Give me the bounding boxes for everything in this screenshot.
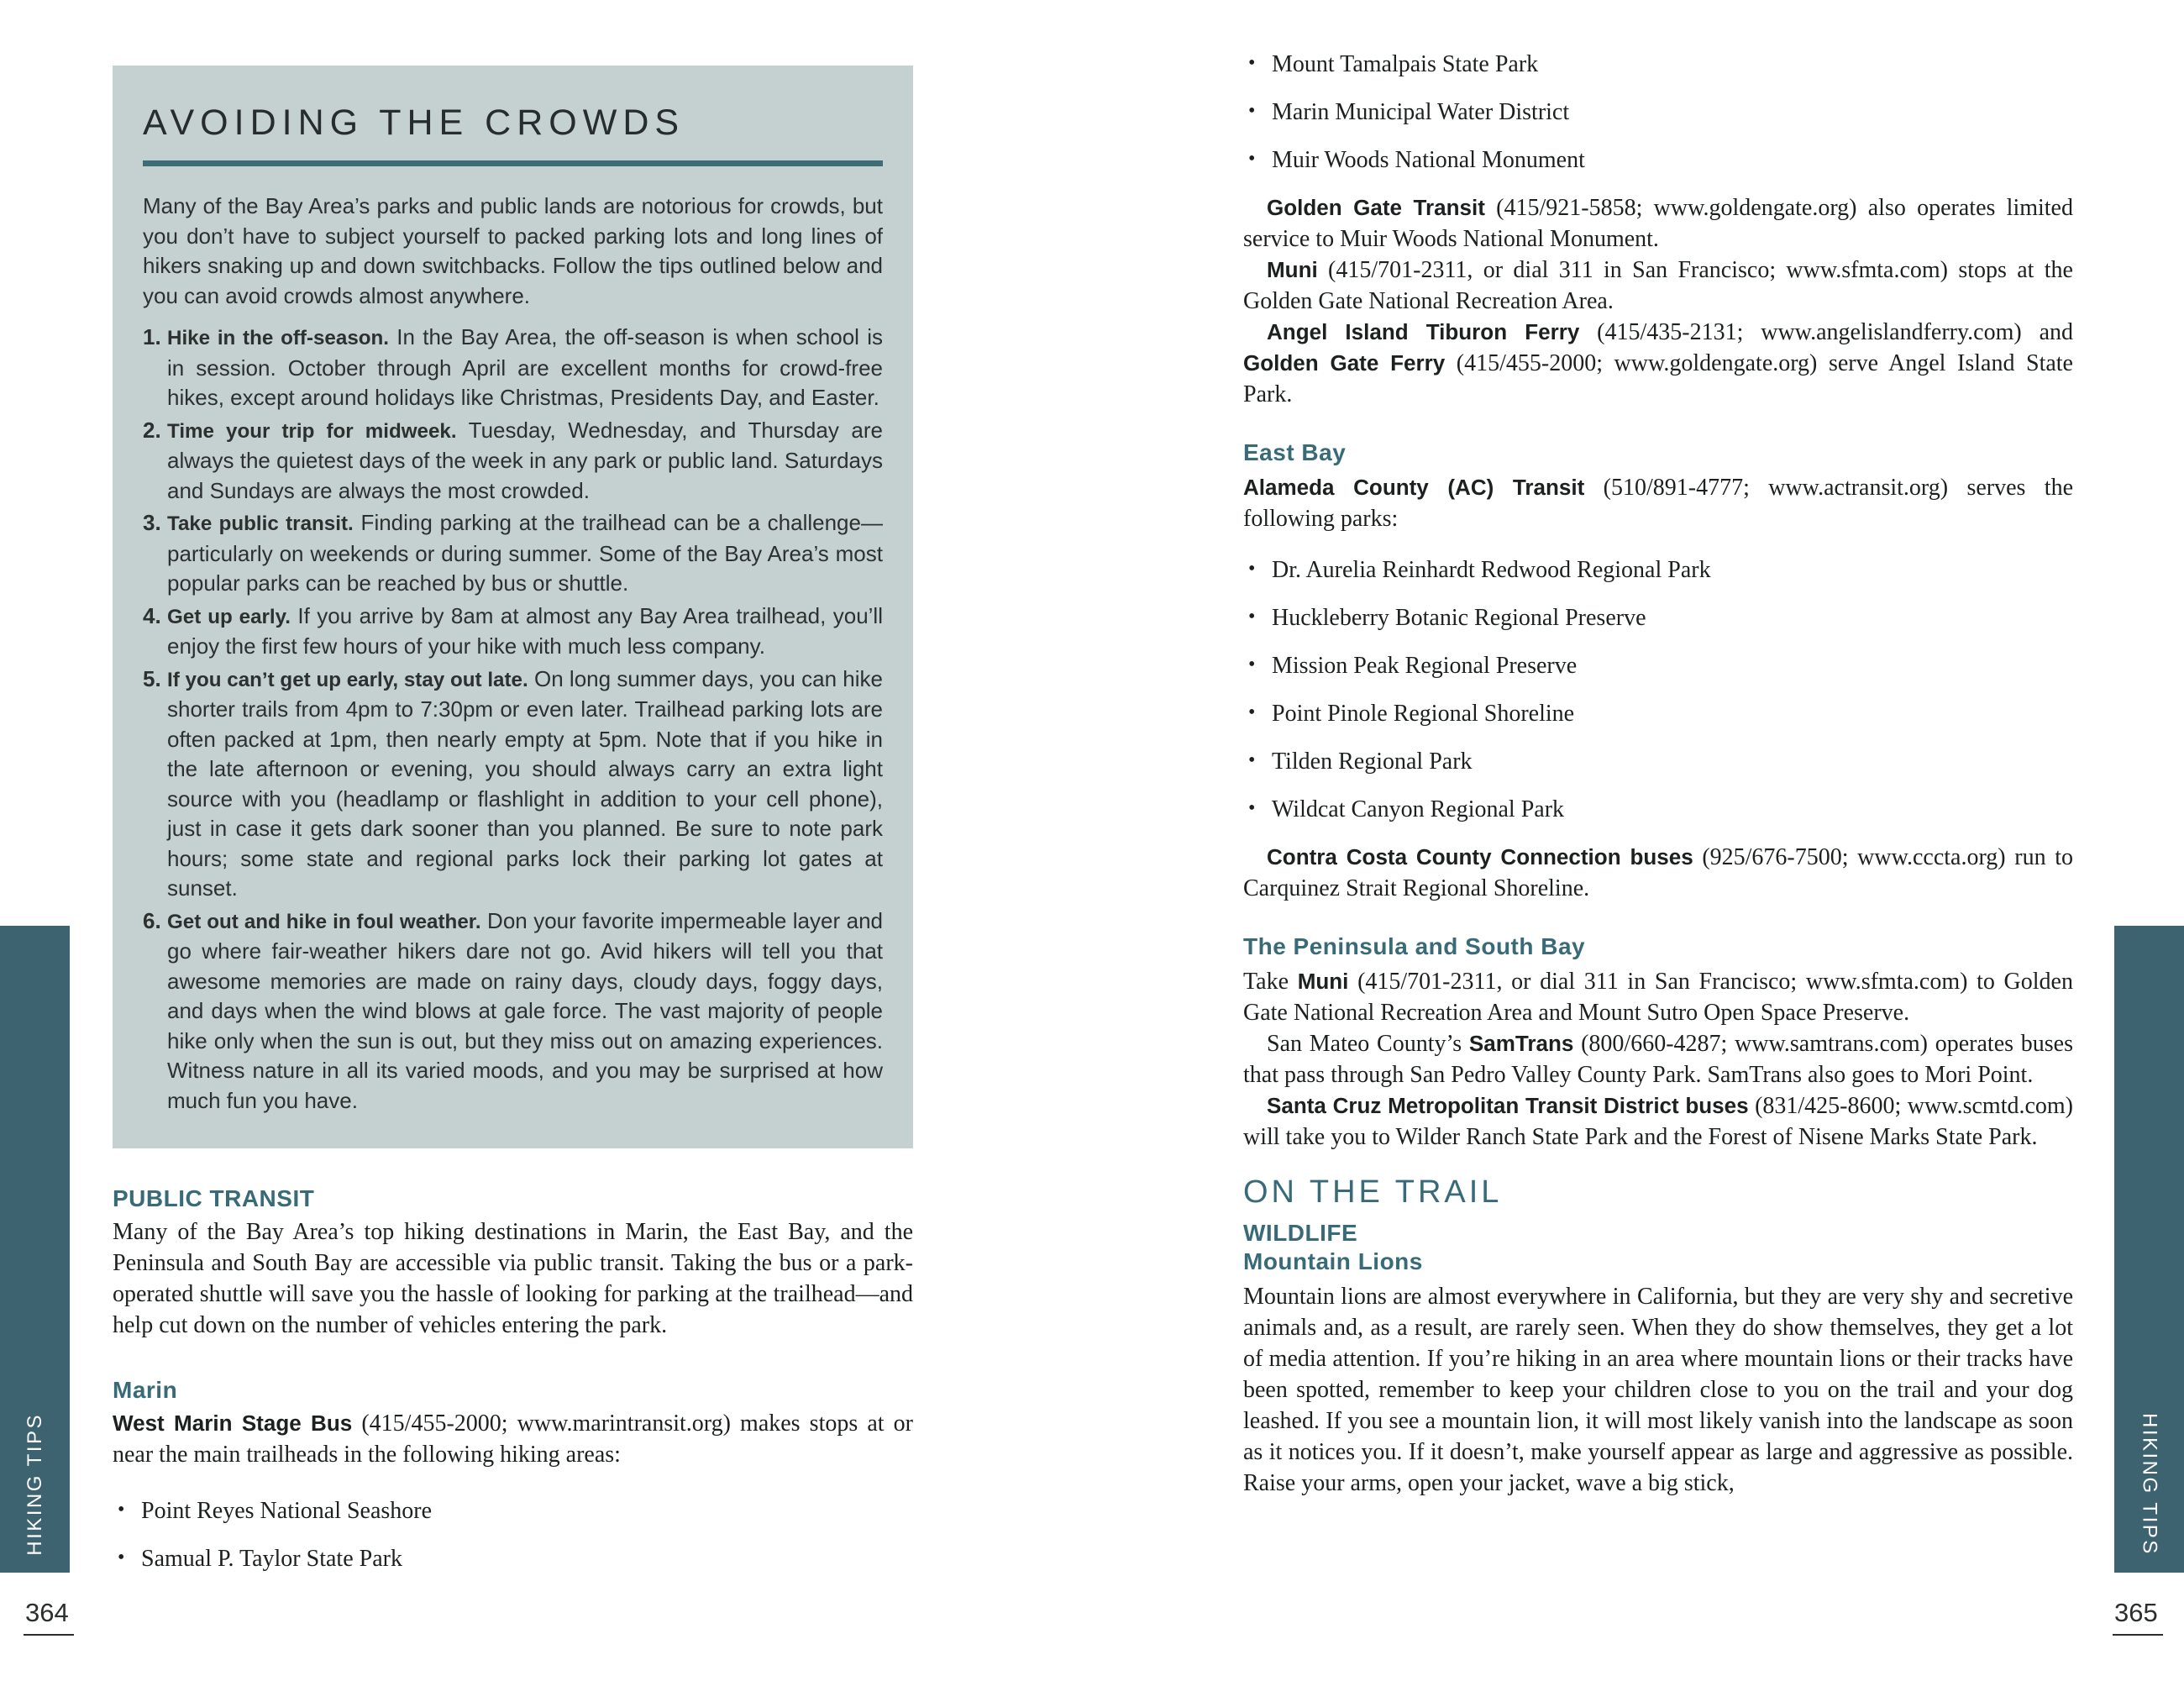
hiking-tips-tab-left bbox=[0, 926, 70, 1573]
bullet-icon: • bbox=[1248, 100, 1256, 122]
bullet-text: Marin Municipal Water District bbox=[1272, 99, 1570, 125]
bullet-text: Point Pinole Regional Shoreline bbox=[1272, 701, 1575, 727]
peninsula-heading: The Peninsula and South Bay bbox=[1243, 933, 1586, 959]
hiking-tips-tab-right bbox=[2114, 926, 2184, 1573]
bullet-text: Mission Peak Regional Preserve bbox=[1272, 653, 1578, 679]
santa-cruz-paragraph: Santa Cruz Metropolitan Transit District buses (831/425-8600; www.scmtd.com) will take you to Wilder Ranch State Park and the Forest of Nisene Marks State Park. bbox=[1243, 1093, 2074, 1150]
page-number-right: 365 bbox=[2113, 1598, 2163, 1636]
tip-item-4 bbox=[143, 601, 883, 662]
box-title: AVOIDING THE CROWDS bbox=[143, 102, 685, 143]
tip-lead: Take public transit. bbox=[167, 512, 354, 535]
tip-lead: Get up early. bbox=[167, 605, 291, 628]
page-number-left: 364 bbox=[24, 1598, 74, 1636]
bullet-text: Huckleberry Botanic Regional Preserve bbox=[1272, 605, 1646, 631]
bullet-item bbox=[1243, 650, 2073, 681]
bullet-item bbox=[113, 1543, 913, 1574]
bullet-text: Samual P. Taylor State Park bbox=[141, 1546, 402, 1572]
tip-number: 3. bbox=[143, 510, 161, 535]
bullet-item bbox=[113, 1495, 913, 1526]
west-marin-paragraph: West Marin Stage Bus (415/455-2000; www.marintransit.org) makes stops at or near the main trailheads in the following hiking areas: bbox=[113, 1410, 913, 1468]
east-bay-bullet-list bbox=[1243, 554, 2073, 825]
bullet-text: Mount Tamalpais State Park bbox=[1272, 51, 1539, 77]
tip-item-6 bbox=[143, 906, 883, 1116]
public-transit-paragraph: Many of the Bay Area’s top hiking destinations in Marin, the East Bay, and the Peninsula and South Bay are accessible via public transit. Taking the bus or a park-operated shuttle will save you the hassle of looking for parking at the trailhead—and help cut down on the number of vehicles entering the park. bbox=[113, 1219, 913, 1338]
mountain-lions-heading: Mountain Lions bbox=[1243, 1248, 1423, 1274]
tip-text: Don your favorite impermeable layer and go where fair-weather hikers dare not go. Avid hikers will tell you that awesome memories are made on rainy days, cloudy days, foggy days, and days when the wind blows at gale force. The vast majority of people hike only when the sun is out, but they miss out on amazing experiences. Witness nature in all its varied moods, and you may be surprised at how much fun you have. bbox=[167, 907, 883, 1113]
box-intro-paragraph: Many of the Bay Area’s parks and public lands are notorious for crowds, but you don’t have to subject yourself to packed parking lots and long lines of hikers snaking up and down switchbacks. Follow the tips outlined below and you can avoid crowds almost anywhere. bbox=[143, 193, 883, 308]
mountain-lions-paragraph: Mountain lions are almost everywhere in California, but they are very shy and secretive animals and, as a result, are rarely seen. When they do show themselves, they get a lot of media attention. If you’re hiking in an area where mountain lions or their tracks have been spotted, remember to keep your children close to you on the trail and your dog leashed. If you see a mountain lion, it will most likely vanish into the landscape as soon as it notices you. If it doesn’t, make yourself appear as large and aggressive as possible. Raise your arms, open your jacket, wave a big stick, bbox=[1243, 1284, 2073, 1496]
tip-item-1 bbox=[143, 323, 883, 413]
tip-number: 4. bbox=[143, 602, 161, 628]
left-page-lower-section bbox=[113, 1185, 913, 1591]
bullet-icon: • bbox=[1248, 606, 1256, 628]
tip-text: Finding parking at the trailhead can be a challenge—particularly on weekends or during summer. Some of the Bay Area’s most popular parks can be reached by bus or shuttle. bbox=[167, 510, 883, 596]
bullet-icon: • bbox=[1248, 52, 1256, 74]
marin-parks-bullet-list bbox=[1243, 49, 2073, 176]
bullet-item bbox=[1243, 746, 2073, 777]
marin-heading: Marin bbox=[113, 1377, 178, 1403]
bullet-text: Muir Woods National Monument bbox=[1272, 147, 1585, 173]
marin-bullet-list bbox=[113, 1495, 913, 1574]
tip-text: If you arrive by 8am at almost any Bay Area trailhead, you’ll enjoy the first few hours of your hike with much less company. bbox=[167, 602, 883, 659]
ac-transit-paragraph: Alameda County (AC) Transit (510/891-4777; www.actransit.org) serves the following parks: bbox=[1243, 475, 2073, 532]
tip-lead: Hike in the off-season. bbox=[167, 327, 390, 349]
box-title-rule bbox=[143, 160, 883, 166]
right-page-column bbox=[1243, 49, 2073, 1499]
east-bay-heading: East Bay bbox=[1243, 439, 1347, 465]
tip-item-5 bbox=[143, 665, 883, 904]
contra-costa-paragraph: Contra Costa County Connection buses (925/676-7500; www.cccta.org) run to Carquinez Strait Regional Shoreline. bbox=[1243, 844, 2073, 901]
tip-text: In the Bay Area, the off-season is when school is in session. October through April are excellent months for crowd-free hikes, except around holidays like Christmas, Presidents Day, and Easter. bbox=[167, 324, 883, 410]
public-transit-heading: PUBLIC TRANSIT bbox=[113, 1185, 315, 1211]
bullet-item bbox=[1243, 602, 2073, 633]
tip-text: Tuesday, Wednesday, and Thursday are always the quietest days of the week in any park or public land. Saturdays and Sundays are always the most crowded. bbox=[167, 417, 883, 503]
on-the-trail-heading: ON THE TRAIL bbox=[1243, 1174, 1503, 1210]
angel-island-paragraph: Angel Island Tiburon Ferry (415/435-2131; www.angelislandferry.com) and Golden Gate Ferry (415/455-2000; www.goldengate.org) serve Angel Island State Park. bbox=[1243, 319, 2073, 407]
bullet-icon: • bbox=[1248, 654, 1256, 675]
bullet-icon: • bbox=[1248, 701, 1256, 723]
tip-item-2 bbox=[143, 416, 883, 507]
golden-gate-transit-paragraph: Golden Gate Transit (415/921-5858; www.goldengate.org) also operates limited service to Muir Woods National Monument. bbox=[1243, 195, 2073, 252]
wildlife-heading: WILDLIFE bbox=[1243, 1220, 1358, 1246]
bullet-text: Tilden Regional Park bbox=[1272, 749, 1473, 775]
bullet-text: Point Reyes National Seashore bbox=[141, 1498, 433, 1524]
bullet-text: Dr. Aurelia Reinhardt Redwood Regional Park bbox=[1272, 557, 1711, 583]
bullet-item bbox=[1243, 49, 2073, 80]
tip-lead: Get out and hike in foul weather. bbox=[167, 910, 481, 933]
bullet-icon: • bbox=[1248, 558, 1256, 580]
tip-lead: If you can’t get up early, stay out late. bbox=[167, 668, 528, 691]
bullet-icon: • bbox=[1248, 148, 1256, 170]
muni-paragraph: Muni (415/701-2311, or dial 311 in San Francisco; www.sfmta.com) stops at the Golden Gate National Recreation Area. bbox=[1243, 257, 2073, 314]
bullet-item bbox=[1243, 698, 2073, 729]
bullet-icon: • bbox=[118, 1499, 125, 1521]
bullet-icon: • bbox=[1248, 749, 1256, 771]
tip-number: 2. bbox=[143, 417, 161, 443]
bullet-text: Wildcat Canyon Regional Park bbox=[1272, 796, 1565, 822]
tip-item-3 bbox=[143, 508, 883, 599]
hiking-tips-tab-label: HIKING TIPS bbox=[23, 1413, 46, 1556]
bullet-icon: • bbox=[118, 1547, 125, 1568]
tip-number: 1. bbox=[143, 324, 161, 349]
take-muni-paragraph: Take Muni (415/701-2311, or dial 311 in San Francisco; www.sfmta.com) to Golden Gate National Recreation Area and Mount Sutro Open Space Preserve. bbox=[1243, 969, 2073, 1026]
samtrans-paragraph: San Mateo County’s SamTrans (800/660-4287; www.samtrans.com) operates buses that pass through San Pedro Valley County Park. SamTrans also goes to Mori Point. bbox=[1243, 1031, 2073, 1088]
bullet-item bbox=[1243, 794, 2073, 825]
tip-text: On long summer days, you can hike shorter trails from 4pm to 7:30pm or even later. Trailhead parking lots are often packed at 1pm, then nearly empty at 5pm. Note that if you hike in the late afternoon or evening, you should always carry an extra light source with you (headlamp or flashlight in addition to your cell phone), just in case it gets dark sooner than you planned. Be sure to note park hours; some state and regional parks lock their parking lot gates at sunset. bbox=[167, 665, 883, 901]
hiking-tips-tab-label: HIKING TIPS bbox=[2138, 1413, 2161, 1556]
bullet-item bbox=[1243, 144, 2073, 176]
bullet-icon: • bbox=[1248, 797, 1256, 819]
tip-number: 5. bbox=[143, 665, 161, 691]
bullet-item bbox=[1243, 97, 2073, 128]
bullet-item bbox=[1243, 554, 2073, 586]
tip-lead: Time your trip for midweek. bbox=[167, 419, 457, 443]
avoiding-crowds-box bbox=[113, 66, 913, 1148]
tip-number: 6. bbox=[143, 907, 161, 933]
